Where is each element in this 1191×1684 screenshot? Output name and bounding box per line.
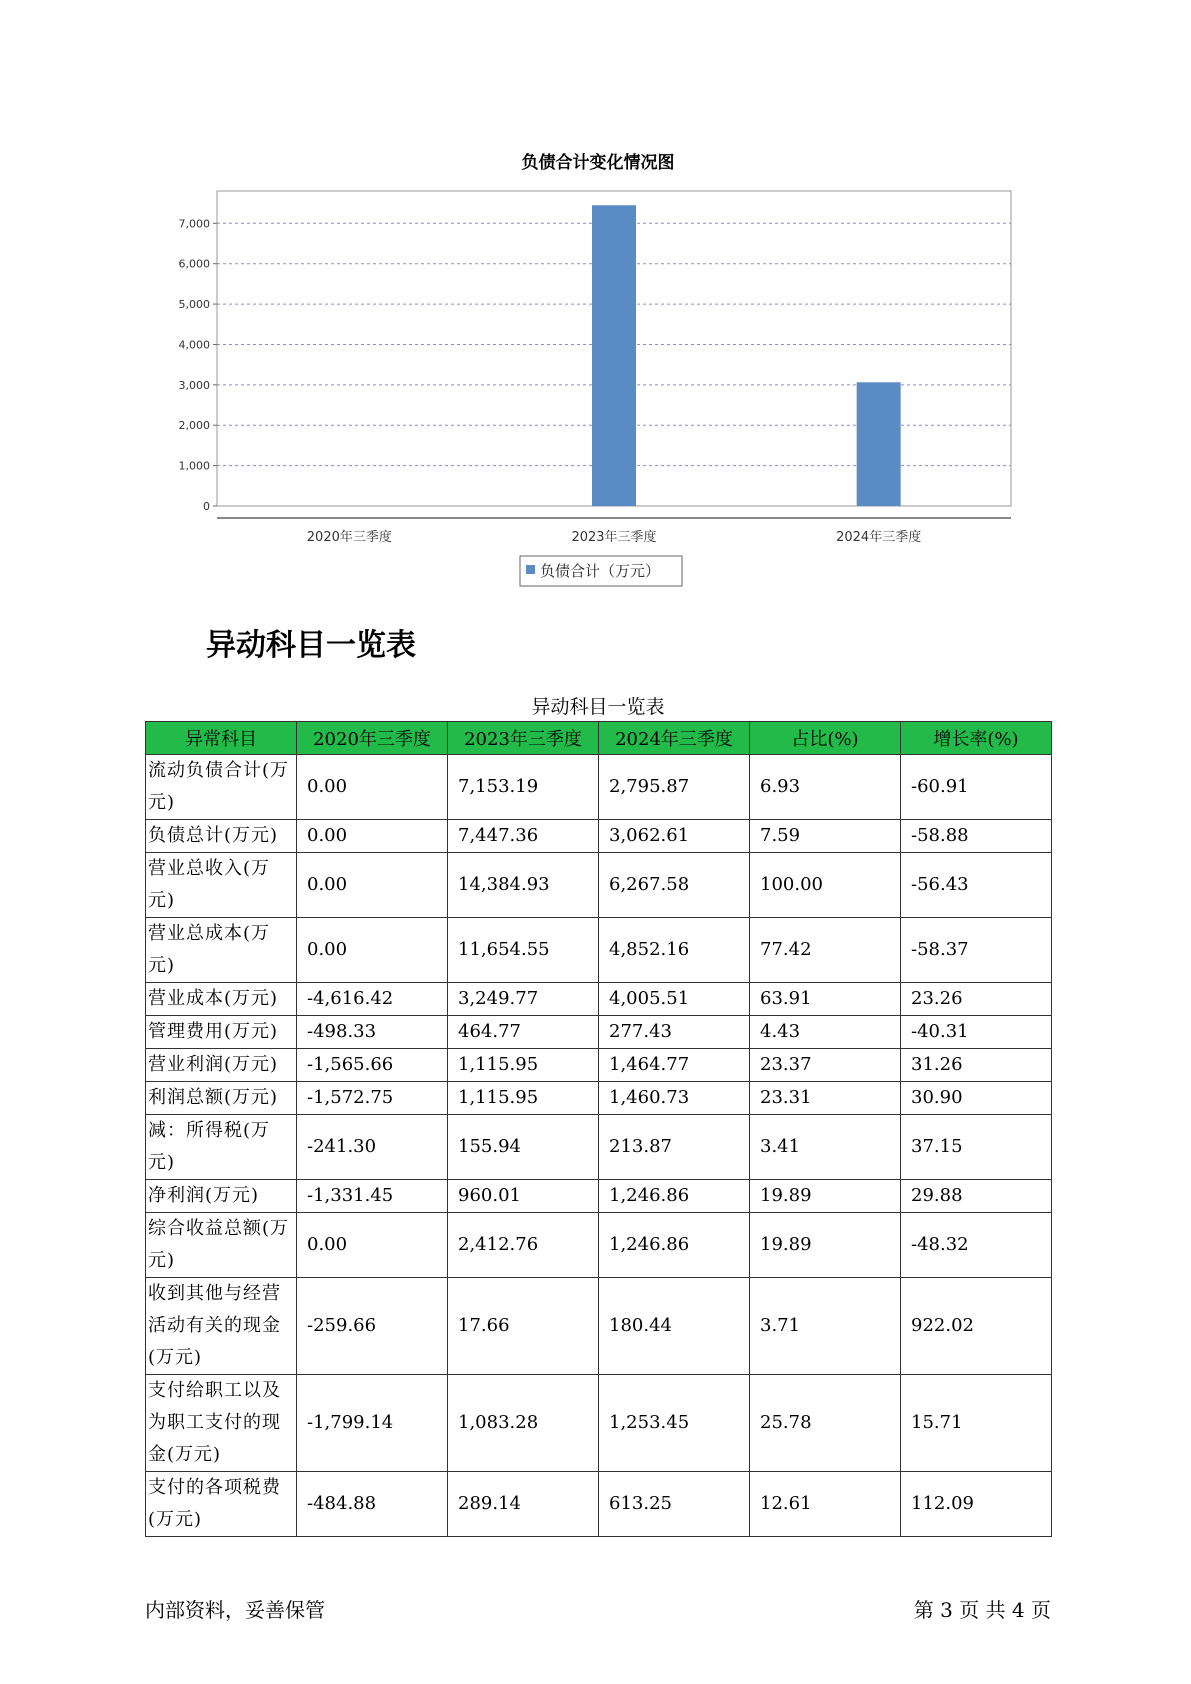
row-value: 17.66 <box>448 1278 599 1375</box>
row-value: -60.91 <box>901 755 1052 820</box>
row-value: 25.78 <box>750 1375 901 1472</box>
row-value: 4.43 <box>750 1016 901 1049</box>
row-value: -1,565.66 <box>297 1049 448 1082</box>
row-label: 支付的各项税费(万元) <box>146 1472 297 1537</box>
table-row <box>146 1375 1052 1472</box>
row-value: 4,005.51 <box>599 983 750 1016</box>
table-row <box>146 1115 1052 1180</box>
row-value: 613.25 <box>599 1472 750 1537</box>
header-cell: 2024年三季度 <box>599 722 750 755</box>
row-value: -58.88 <box>901 820 1052 853</box>
row-value: 112.09 <box>901 1472 1052 1537</box>
row-value: 12.61 <box>750 1472 901 1537</box>
row-value: 1,115.95 <box>448 1049 599 1082</box>
table-header-row <box>146 722 1052 755</box>
row-value: 2,412.76 <box>448 1213 599 1278</box>
row-value: 7.59 <box>750 820 901 853</box>
row-value: -1,799.14 <box>297 1375 448 1472</box>
row-value: -48.32 <box>901 1213 1052 1278</box>
row-value: 3,062.61 <box>599 820 750 853</box>
bar <box>592 205 636 506</box>
anomaly-table <box>145 721 1052 1537</box>
row-value: 30.90 <box>901 1082 1052 1115</box>
row-value: 1,246.86 <box>599 1213 750 1278</box>
row-value: 2,795.87 <box>599 755 750 820</box>
row-value: 1,253.45 <box>599 1375 750 1472</box>
table-row <box>146 983 1052 1016</box>
row-value: 100.00 <box>750 853 901 918</box>
legend-label: 负债合计（万元） <box>540 562 661 580</box>
row-value: 4,852.16 <box>599 918 750 983</box>
row-label: 减：所得税(万元) <box>146 1115 297 1180</box>
row-label: 管理费用(万元) <box>146 1016 297 1049</box>
row-value: 77.42 <box>750 918 901 983</box>
chart-title: 负债合计变化情况图 <box>521 153 675 173</box>
row-value: 289.14 <box>448 1472 599 1537</box>
row-value: 0.00 <box>297 918 448 983</box>
table-row <box>146 820 1052 853</box>
row-value: 1,083.28 <box>448 1375 599 1472</box>
table-caption: 异动科目一览表 <box>531 696 665 718</box>
liability-chart <box>0 0 1191 600</box>
header-cell: 2020年三季度 <box>297 722 448 755</box>
y-tick-label: 4,000 <box>178 338 210 352</box>
x-tick-label: 2023年三季度 <box>571 530 657 545</box>
row-value: -58.37 <box>901 918 1052 983</box>
x-tick-label: 2024年三季度 <box>836 530 922 545</box>
y-tick-label: 5,000 <box>178 298 210 312</box>
table-row <box>146 1278 1052 1375</box>
row-value: 3.41 <box>750 1115 901 1180</box>
row-label: 流动负债合计(万元) <box>146 755 297 820</box>
row-value: 63.91 <box>750 983 901 1016</box>
row-label: 营业总收入(万元) <box>146 853 297 918</box>
row-value: 7,447.36 <box>448 820 599 853</box>
row-label: 支付给职工以及为职工支付的现金(万元) <box>146 1375 297 1472</box>
row-label: 综合收益总额(万元) <box>146 1213 297 1278</box>
row-value: -259.66 <box>297 1278 448 1375</box>
row-label: 利润总额(万元) <box>146 1082 297 1115</box>
row-value: 6,267.58 <box>599 853 750 918</box>
table-row <box>146 1472 1052 1537</box>
row-label: 营业总成本(万元) <box>146 918 297 983</box>
row-label: 营业利润(万元) <box>146 1049 297 1082</box>
table-row <box>146 1049 1052 1082</box>
row-value: 23.37 <box>750 1049 901 1082</box>
row-value: 960.01 <box>448 1180 599 1213</box>
row-value: 11,654.55 <box>448 918 599 983</box>
row-label: 营业成本(万元) <box>146 983 297 1016</box>
table-row <box>146 1213 1052 1278</box>
table-row <box>146 853 1052 918</box>
row-value: 37.15 <box>901 1115 1052 1180</box>
row-value: -40.31 <box>901 1016 1052 1049</box>
row-value: 7,153.19 <box>448 755 599 820</box>
row-value: -1,331.45 <box>297 1180 448 1213</box>
row-value: -484.88 <box>297 1472 448 1537</box>
footer-page-number: 第 3 页 共 4 页 <box>913 1598 1051 1622</box>
x-tick-label: 2020年三季度 <box>306 530 392 545</box>
header-cell: 2023年三季度 <box>448 722 599 755</box>
row-label: 负债总计(万元) <box>146 820 297 853</box>
row-value: 1,460.73 <box>599 1082 750 1115</box>
row-value: -56.43 <box>901 853 1052 918</box>
row-label: 收到其他与经营活动有关的现金(万元) <box>146 1278 297 1375</box>
row-label: 净利润(万元) <box>146 1180 297 1213</box>
row-value: 3,249.77 <box>448 983 599 1016</box>
row-value: 464.77 <box>448 1016 599 1049</box>
row-value: 180.44 <box>599 1278 750 1375</box>
row-value: 922.02 <box>901 1278 1052 1375</box>
header-cell: 占比(%) <box>750 722 901 755</box>
table-row <box>146 1016 1052 1049</box>
row-value: 29.88 <box>901 1180 1052 1213</box>
row-value: 23.26 <box>901 983 1052 1016</box>
row-value: 0.00 <box>297 1213 448 1278</box>
row-value: 1,115.95 <box>448 1082 599 1115</box>
row-value: 23.31 <box>750 1082 901 1115</box>
row-value: 0.00 <box>297 820 448 853</box>
row-value: 0.00 <box>297 755 448 820</box>
y-tick-label: 6,000 <box>178 257 210 271</box>
y-tick-label: 1,000 <box>178 459 210 473</box>
row-value: 31.26 <box>901 1049 1052 1082</box>
header-cell: 增长率(%) <box>901 722 1052 755</box>
row-value: 213.87 <box>599 1115 750 1180</box>
table-body <box>146 755 1052 1537</box>
row-value: 1,464.77 <box>599 1049 750 1082</box>
row-value: -4,616.42 <box>297 983 448 1016</box>
footer-confidential: 内部资料，妥善保管 <box>145 1598 325 1622</box>
table-row <box>146 918 1052 983</box>
header-cell: 异常科目 <box>146 722 297 755</box>
bar <box>857 382 901 506</box>
y-tick-label: 0 <box>203 500 210 513</box>
row-value: 14,384.93 <box>448 853 599 918</box>
section-heading: 异动科目一览表 <box>206 628 416 663</box>
row-value: -1,572.75 <box>297 1082 448 1115</box>
row-value: 0.00 <box>297 853 448 918</box>
row-value: 19.89 <box>750 1180 901 1213</box>
row-value: -498.33 <box>297 1016 448 1049</box>
liability-chart-svg <box>0 0 1191 600</box>
table-row <box>146 755 1052 820</box>
y-tick-label: 3,000 <box>178 378 210 392</box>
row-value: 6.93 <box>750 755 901 820</box>
table-row <box>146 1180 1052 1213</box>
row-value: 3.71 <box>750 1278 901 1375</box>
y-tick-label: 2,000 <box>178 419 210 433</box>
table-row <box>146 1082 1052 1115</box>
legend-swatch <box>526 565 535 574</box>
row-value: 155.94 <box>448 1115 599 1180</box>
row-value: 1,246.86 <box>599 1180 750 1213</box>
y-tick-label: 7,000 <box>178 217 210 231</box>
row-value: 19.89 <box>750 1213 901 1278</box>
row-value: 277.43 <box>599 1016 750 1049</box>
row-value: -241.30 <box>297 1115 448 1180</box>
row-value: 15.71 <box>901 1375 1052 1472</box>
